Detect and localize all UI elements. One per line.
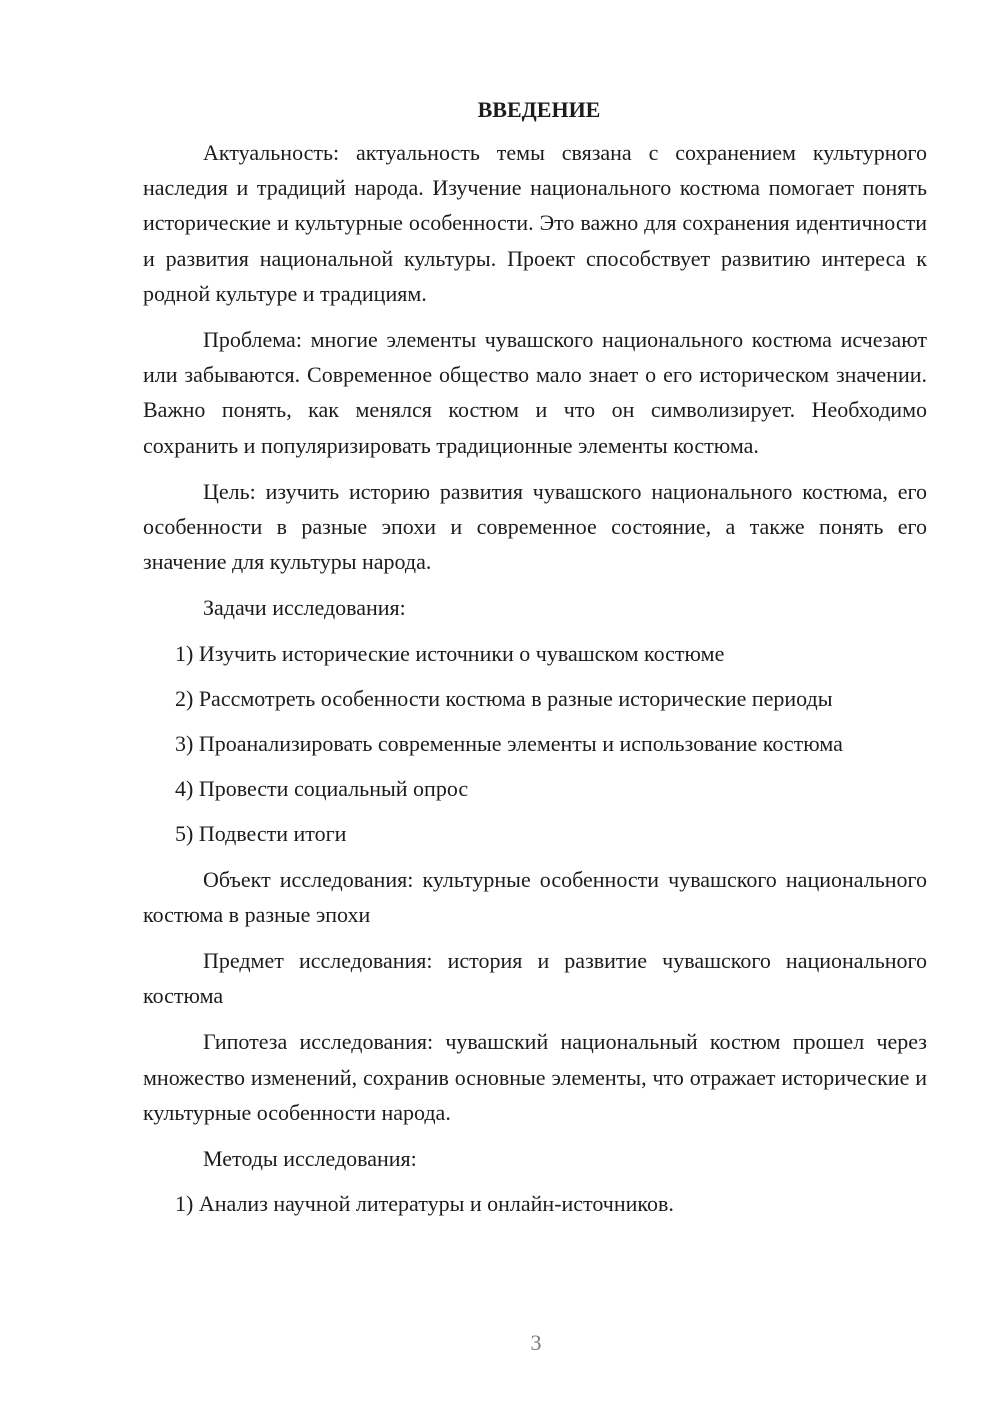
object-paragraph: Объект исследования: культурные особенности чувашского национального костюма в разные эпохи <box>143 866 927 927</box>
task-item-1: 1) Изучить исторические источники о чувашском костюме <box>175 640 725 666</box>
tasks-title: Задачи исследования: <box>203 595 406 621</box>
task-item-3: 3) Проанализировать современные элементы и использование костюма <box>175 731 843 757</box>
relevance-paragraph: Актуальность: актуальность темы связана с сохранением культурного наследия и традиций народа. Изучение национального костюма помогает понять исторические и культурные особенности. Это важно для сохранения идентичности и развития национальной культуры. Проект способствует развитию интереса к родной культуре и традициям. <box>143 140 927 306</box>
page-content <box>143 95 927 1231</box>
subject-paragraph: Предмет исследования: история и развитие чувашского национального костюма <box>143 948 927 1009</box>
page-number: 3 <box>530 1330 542 1355</box>
task-item-4: 4) Провести социальный опрос <box>175 776 469 802</box>
problem-paragraph: Проблема: многие элементы чувашского национального костюма исчезают или забываются. Современное общество мало знает о его историческом значении. Важно понять, как менялся костюм и что он символизирует. Необходимо сохранить и популяризировать традиционные элементы костюма. <box>143 327 927 458</box>
hypothesis-paragraph: Гипотеза исследования: чувашский национальный костюм прошел через множество изменений, сохранив основные элементы, что отражает исторические и культурные особенности народа. <box>143 1029 927 1125</box>
goal-paragraph: Цель: изучить историю развития чувашского национального костюма, его особенности в разные эпохи и современное состояние, а также понять его значение для культуры народа. <box>143 478 927 575</box>
page-title: ВВЕДЕНИЕ <box>477 97 601 122</box>
task-item-2: 2) Рассмотреть особенности костюма в разные исторические периоды <box>175 685 833 711</box>
task-item-5: 5) Подвести итоги <box>175 821 347 847</box>
methods-title: Методы исследования: <box>203 1146 417 1172</box>
method-item-1: 1) Анализ научной литературы и онлайн-источников. <box>175 1191 674 1217</box>
